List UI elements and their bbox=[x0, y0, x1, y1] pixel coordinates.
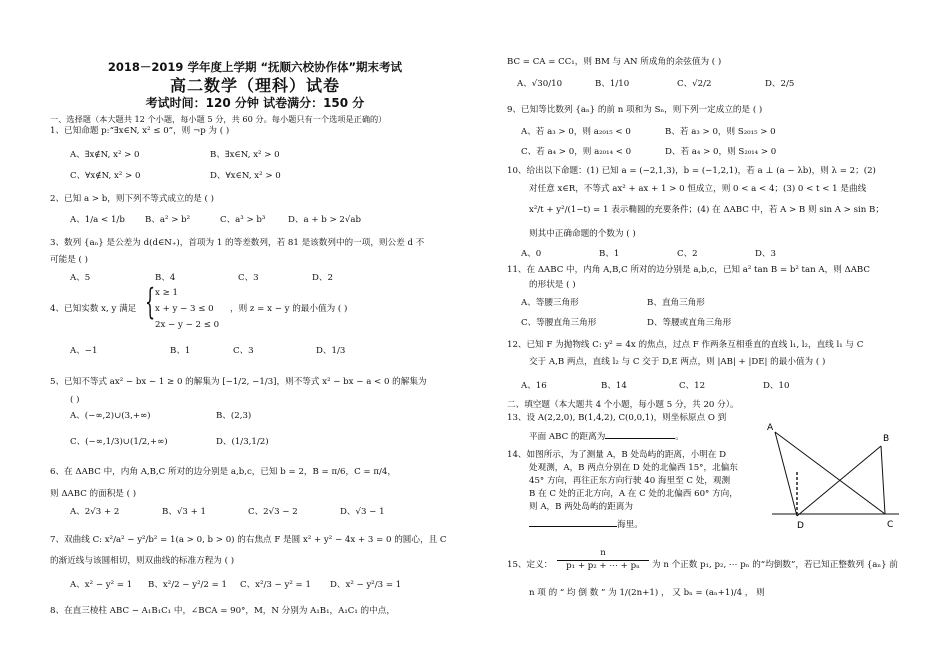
q4-constraint-3: 2x − y − 2 ≤ 0 bbox=[155, 320, 220, 330]
exam-header: 2018－2019 学年度上学期 “抚顺六校协作体”期末考试 bbox=[107, 60, 403, 74]
q7-stem-line1: 7、双曲线 C: x²/a² − y²/b² = 1(a > 0, b > 0) 的右焦点 F 是圆 x² + y² − 4x + 3 = 0 的圆心，且 C bbox=[50, 535, 447, 545]
q5-option-b: B、(2,3) bbox=[216, 411, 252, 421]
q10-option-b: B、1 bbox=[599, 249, 620, 259]
q14-answer-line bbox=[529, 518, 643, 531]
q11-option-c: C、等腰直角三角形 bbox=[521, 318, 597, 328]
q6-option-c: C、2√3 − 2 bbox=[248, 507, 298, 517]
q12-line1: 12、已知 F 为抛物线 C: y² = 4x 的焦点，过点 F 作两条互相垂直的直线 l₁, l₂，直线 l₁ 与 C bbox=[507, 340, 864, 350]
q6-option-d: D、√3 − 1 bbox=[340, 507, 385, 517]
q8-option-d: D、2/5 bbox=[765, 79, 795, 89]
q8-option-c: C、√2/2 bbox=[677, 79, 712, 89]
q7-stem-line2: 的渐近线与该圆相切，则双曲线的标准方程为 ( ) bbox=[50, 556, 235, 566]
q4-option-b: B、1 bbox=[170, 346, 191, 356]
q11-line2: 的形状是 ( ) bbox=[529, 280, 576, 290]
q2-option-a: A、1/a < 1/b bbox=[70, 215, 125, 225]
q4-option-a: A、−1 bbox=[70, 346, 98, 356]
q10-line1: 10、给出以下命题：(1) 已知 a = (−2,1,3)，b = (−1,2,1)，若 a ⊥ (a − λb)，则 λ = 2；(2) bbox=[507, 166, 876, 176]
q5-stem: 5、已知不等式 ax² − bx − 1 ≥ 0 的解集为 [−1/2, −1/3]，则不等式 x² − bx − a < 0 的解集为 bbox=[50, 377, 427, 387]
q14-line1: 14、如图所示，为了测量 A，B 处岛屿的距离，小明在 D bbox=[507, 450, 727, 460]
exam-time-score: 考试时间：120 分钟 试卷满分：150 分 bbox=[145, 96, 365, 110]
q15-line1a: 15、定义： bbox=[507, 560, 553, 570]
q9-option-a: A、若 a₃ > 0，则 a₂₀₁₅ < 0 bbox=[521, 127, 631, 137]
q13-line2-end: 。 bbox=[675, 432, 684, 442]
q14-answer-blank[interactable] bbox=[529, 518, 617, 527]
q10-line3: x²/t + y²/(1−t) = 1 表示椭圆的充要条件；(4) 在 ΔABC 中，若 A > B 则 sin A > sin B； bbox=[529, 205, 884, 215]
q6-stem-line2: 则 ΔABC 的面积是 ( ) bbox=[50, 489, 137, 499]
q2-stem: 2、已知 a > b，则下列不等式成立的是 ( ) bbox=[50, 194, 214, 204]
label-b: B bbox=[883, 434, 890, 444]
q8-option-b: B、1/10 bbox=[595, 79, 630, 89]
q9-option-d: D、若 a₄ > 0，则 S₂₀₁₄ > 0 bbox=[665, 147, 777, 157]
q2-option-b: B、a² > b² bbox=[145, 215, 191, 225]
q8-stem-cont: BC = CA = CC₁，则 BM 与 AN 所成角的余弦值为 ( ) bbox=[507, 57, 722, 67]
q10-line4: 则其中正确命题的个数为 ( ) bbox=[529, 229, 636, 239]
q13-line2 bbox=[529, 430, 684, 443]
q6-option-b: B、√3 + 1 bbox=[162, 507, 206, 517]
q6-option-a: A、2√3 + 2 bbox=[70, 507, 120, 517]
line-ad bbox=[775, 432, 797, 516]
section-1-heading: 一、选择题（本大题共 12 个小题，每小题 5 分，共 60 分。每小题只有一个选项是正确的） bbox=[50, 114, 387, 124]
q4-system-brace: { bbox=[145, 280, 156, 323]
q6-stem-line1: 6、在 ΔABC 中，内角 A,B,C 所对的边分别是 a,b,c，已知 b = 2，B = π/6，C = π/4， bbox=[50, 467, 396, 477]
q14-line2: 处观测，A，B 两点分别在 D 处的北偏西 15°，北偏东 bbox=[529, 463, 738, 473]
line-bc bbox=[881, 446, 885, 514]
label-c: C bbox=[887, 520, 894, 530]
q3-stem-line2: 可能是 ( ) bbox=[50, 255, 88, 265]
label-a: A bbox=[767, 423, 774, 433]
q15-frac-den: p₁ + p₂ + ⋯ + pₙ bbox=[566, 560, 640, 571]
q12-option-a: A、16 bbox=[521, 381, 547, 391]
q3-stem-line1: 3、数列 {aₙ} 是公差为 d(d∈N₊)，首项为 1 的等差数列，若 81 是该数列中的一项，则公差 d 不 bbox=[50, 238, 425, 248]
q10-line2: 对任意 x∈R，不等式 ax² + ax + 1 > 0 恒成立，则 0 < a < 4；(3) 0 < t < 1 是曲线 bbox=[529, 184, 867, 194]
q7-option-a: A、x² − y² = 1 bbox=[70, 580, 133, 590]
q11-option-d: D、等腰或直角三角形 bbox=[647, 318, 732, 328]
q11-option-b: B、直角三角形 bbox=[647, 298, 705, 308]
q14-figure bbox=[757, 416, 907, 536]
q5-option-d: D、(1/3,1/2) bbox=[216, 437, 269, 447]
q11-line1: 11、在 ΔABC 中，内角 A,B,C 所对的边分别是 a,b,c，已知 a² tan B = b² tan A，则 ΔABC bbox=[507, 265, 870, 275]
q9-stem: 9、已知等比数列 {aₙ} 的前 n 项和为 Sₙ，则下列一定成立的是 ( ) bbox=[507, 105, 763, 115]
q11-option-a: A、等腰三角形 bbox=[521, 298, 579, 308]
q5-option-c: C、(−∞,1/3)∪(1/2,+∞) bbox=[70, 437, 168, 447]
q12-option-d: D、10 bbox=[763, 381, 790, 391]
q2-option-d: D、a + b > 2√ab bbox=[288, 215, 362, 225]
q14-line4: B 在 C 处的正北方向，A 在 C 处的北偏西 60° 方向， bbox=[529, 489, 738, 499]
q9-option-c: C、若 a₄ > 0，则 a₂₀₁₄ < 0 bbox=[521, 147, 632, 157]
q8-option-a: A、√30/10 bbox=[517, 79, 563, 89]
line-db bbox=[797, 446, 881, 516]
q10-option-a: A、0 bbox=[521, 249, 542, 259]
q13-answer-blank[interactable] bbox=[605, 430, 675, 439]
line-ac bbox=[775, 432, 885, 514]
q7-option-d: D、x² − y²/3 = 1 bbox=[330, 580, 402, 590]
label-d: D bbox=[797, 521, 804, 531]
q1-stem: 1、已知命题 p:“∃x∈N, x² ≤ 0”，则 ¬p 为 ( ) bbox=[50, 126, 230, 136]
q1-option-a: A、∃x∉N, x² > 0 bbox=[70, 150, 140, 160]
q15-line1b: 为 n 个正数 p₁, p₂, ⋯ pₙ 的“均倒数”，若已知正整数列 {aₙ} 前 bbox=[652, 560, 898, 570]
q10-option-d: D、3 bbox=[755, 249, 776, 259]
q7-option-c: C、x²/3 − y² = 1 bbox=[240, 580, 311, 590]
q13-line2-text: 平面 ABC 的距离为 bbox=[529, 432, 606, 442]
q12-option-b: B、14 bbox=[601, 381, 627, 391]
q14-line5: 则 A，B 两处岛屿的距离为 bbox=[529, 502, 633, 512]
q4-stem-a: 4、已知实数 x, y 满足 bbox=[50, 304, 137, 314]
q4-option-c: C、3 bbox=[233, 346, 254, 356]
q5-option-a: A、(−∞,2)∪(3,+∞) bbox=[70, 411, 151, 421]
section-2-heading: 二、填空题（本大题共 4 个小题，每小题 5 分，共 20 分）。 bbox=[507, 400, 739, 410]
q4-stem-b: ，则 z = x − y 的最小值为 ( ) bbox=[230, 304, 348, 314]
q1-option-d: D、∀x∈N, x² > 0 bbox=[210, 171, 281, 181]
q1-option-c: C、∀x∉N, x² > 0 bbox=[70, 171, 141, 181]
q12-line2: 交于 A,B 两点，直线 l₂ 与 C 交于 D,E 两点，则 |AB| + |DE| 的最小值为 ( ) bbox=[529, 357, 826, 367]
q9-option-b: B、若 a₃ > 0，则 S₂₀₁₅ > 0 bbox=[665, 127, 776, 137]
q4-constraint-2: x + y − 3 ≤ 0 bbox=[155, 304, 214, 314]
q8-stem: 8、在直三棱柱 ABC − A₁B₁C₁ 中，∠BCA = 90°，M，N 分别为 A₁B₁，A₁C₁ 的中点， bbox=[50, 606, 395, 616]
q15-fraction bbox=[557, 548, 649, 571]
q2-option-c: C、a³ > b³ bbox=[220, 215, 266, 225]
q15-frac-num: n bbox=[557, 548, 649, 561]
q3-option-a: A、5 bbox=[70, 273, 91, 283]
q10-option-c: C、2 bbox=[677, 249, 698, 259]
q7-option-b: B、x²/2 − y²/2 = 1 bbox=[148, 580, 228, 590]
q3-option-c: C、3 bbox=[238, 273, 259, 283]
q14-line3: 45° 方向，再往正东方向行驶 40 海里至 C 处，观测 bbox=[529, 476, 731, 486]
q13-line1: 13、设 A(2,2,0), B(1,4,2), C(0,0,1)，则坐标原点 O 到 bbox=[507, 413, 727, 423]
q3-option-b: B、4 bbox=[155, 273, 176, 283]
q15-line2: n 项 的 “ 均 倒 数 ” 为 1/(2n+1) ， 又 bₙ = (aₙ+1)/4 ， 则 bbox=[529, 588, 765, 598]
q4-constraint-1: x ≥ 1 bbox=[155, 288, 178, 298]
q3-option-d: D、2 bbox=[312, 273, 333, 283]
exam-title: 高二数学（理科）试卷 bbox=[169, 76, 340, 95]
q1-option-b: B、∃x∈N, x² > 0 bbox=[210, 150, 280, 160]
q12-option-c: C、12 bbox=[679, 381, 706, 391]
q5-paren: ( ) bbox=[70, 395, 80, 405]
q14-tail: 海里。 bbox=[617, 520, 643, 530]
q4-option-d: D、1/3 bbox=[316, 346, 346, 356]
